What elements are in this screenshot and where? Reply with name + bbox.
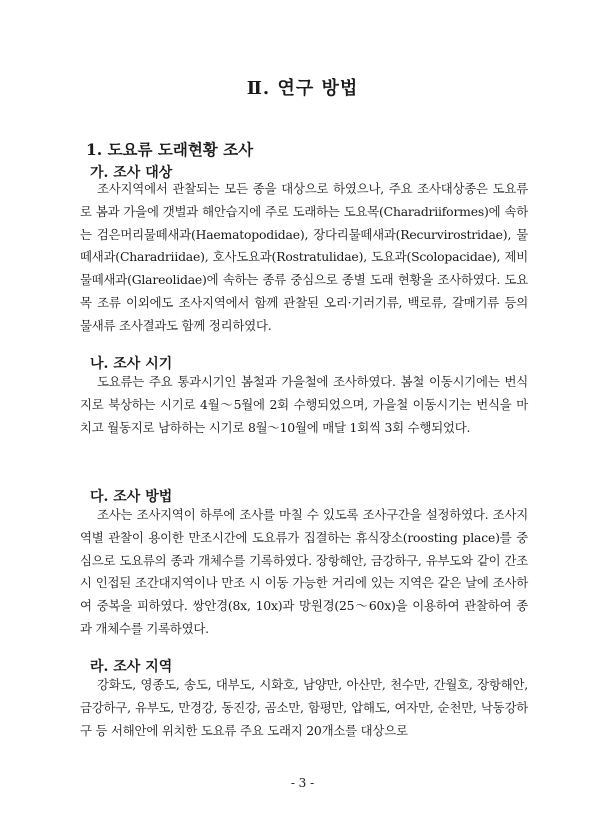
paragraph-method: 조사는 조사지역이 하루에 조사를 마칠 수 있도록 조사구간을 설정하였다. 조사지역별 관찰이 용이한 만조시간에 도요류가 집결하는 휴식장소(roosting place)를 중심으로 도요류의 종과 개체수를 기록하였다. 장항해안, 금강하구, 유부도와 같이 간조 시 인접된 조간대지역이나 만조 시 이동 가능한 거리에 있는 지역은 같은 날에 조사하여 중복을 피하였다. 쌍안경(8x, 10x)과 망원경(25～60x)을 이용하여 관찰하여 종과 개체수를 기록하였다. bbox=[80, 507, 528, 636]
paragraph-area: 강화도, 영종도, 송도, 대부도, 시화호, 남양만, 아산만, 천수만, 간월호, 장항해안, 금강하구, 유부도, 만경강, 동진강, 곰소만, 함평만, 압해도, 여자만, 순천만, 낙동강하구 등 서해안에 위치한 도요류 주요 도래지 20개소를 대상으로 bbox=[80, 677, 528, 738]
subsection-heading-target: 가. 조사 대상 bbox=[90, 165, 173, 181]
subsection-heading-method: 다. 조사 방법 bbox=[90, 489, 173, 505]
subsection-heading-period: 나. 조사 시기 bbox=[90, 356, 173, 372]
page-number: - 3 - bbox=[290, 776, 315, 790]
subsection-heading-area: 라. 조사 지역 bbox=[90, 659, 173, 675]
section-title: 1. 도요류 도래현황 조사 bbox=[86, 140, 254, 159]
chapter-title: Ⅱ. 연구 방법 bbox=[246, 78, 359, 99]
paragraph-period: 도요류는 주요 통과시기인 봄철과 가을철에 조사하였다. 봄철 이동시기에는 번식지로 북상하는 시기로 4월～5월에 2회 수행되었으며, 가을철 이동시기는 번식을 마치고 월동지로 남하하는 시기로 8월～10월에 매달 1회씩 3회 수행되었다. bbox=[80, 374, 528, 435]
paragraph-target: 조사지역에서 관찰되는 모든 종을 대상으로 하였으나, 주요 조사대상종은 도요류로 봄과 가을에 갯벌과 해안습지에 주로 도래하는 도요목(Charadriiformes)에 속하는 검은머리물떼새과(Haematopodidae), 장다리물떼새과(Recurvirostridae), 물떼새과(Charadriidae), 호사도요과(Rostratulidae), 도요과(Scolopacidae), 제비물떼새과(Glareolidae)에 속하는 종류 중심으로 종별 도래 현황을 조사하였다. 도요목 조류 이외에도 조사지역에서 함께 관찰된 오리·기러기류, 백로류, 갈매기류 등의 물새류 조사결과도 함께 정리하였다. bbox=[80, 181, 528, 333]
